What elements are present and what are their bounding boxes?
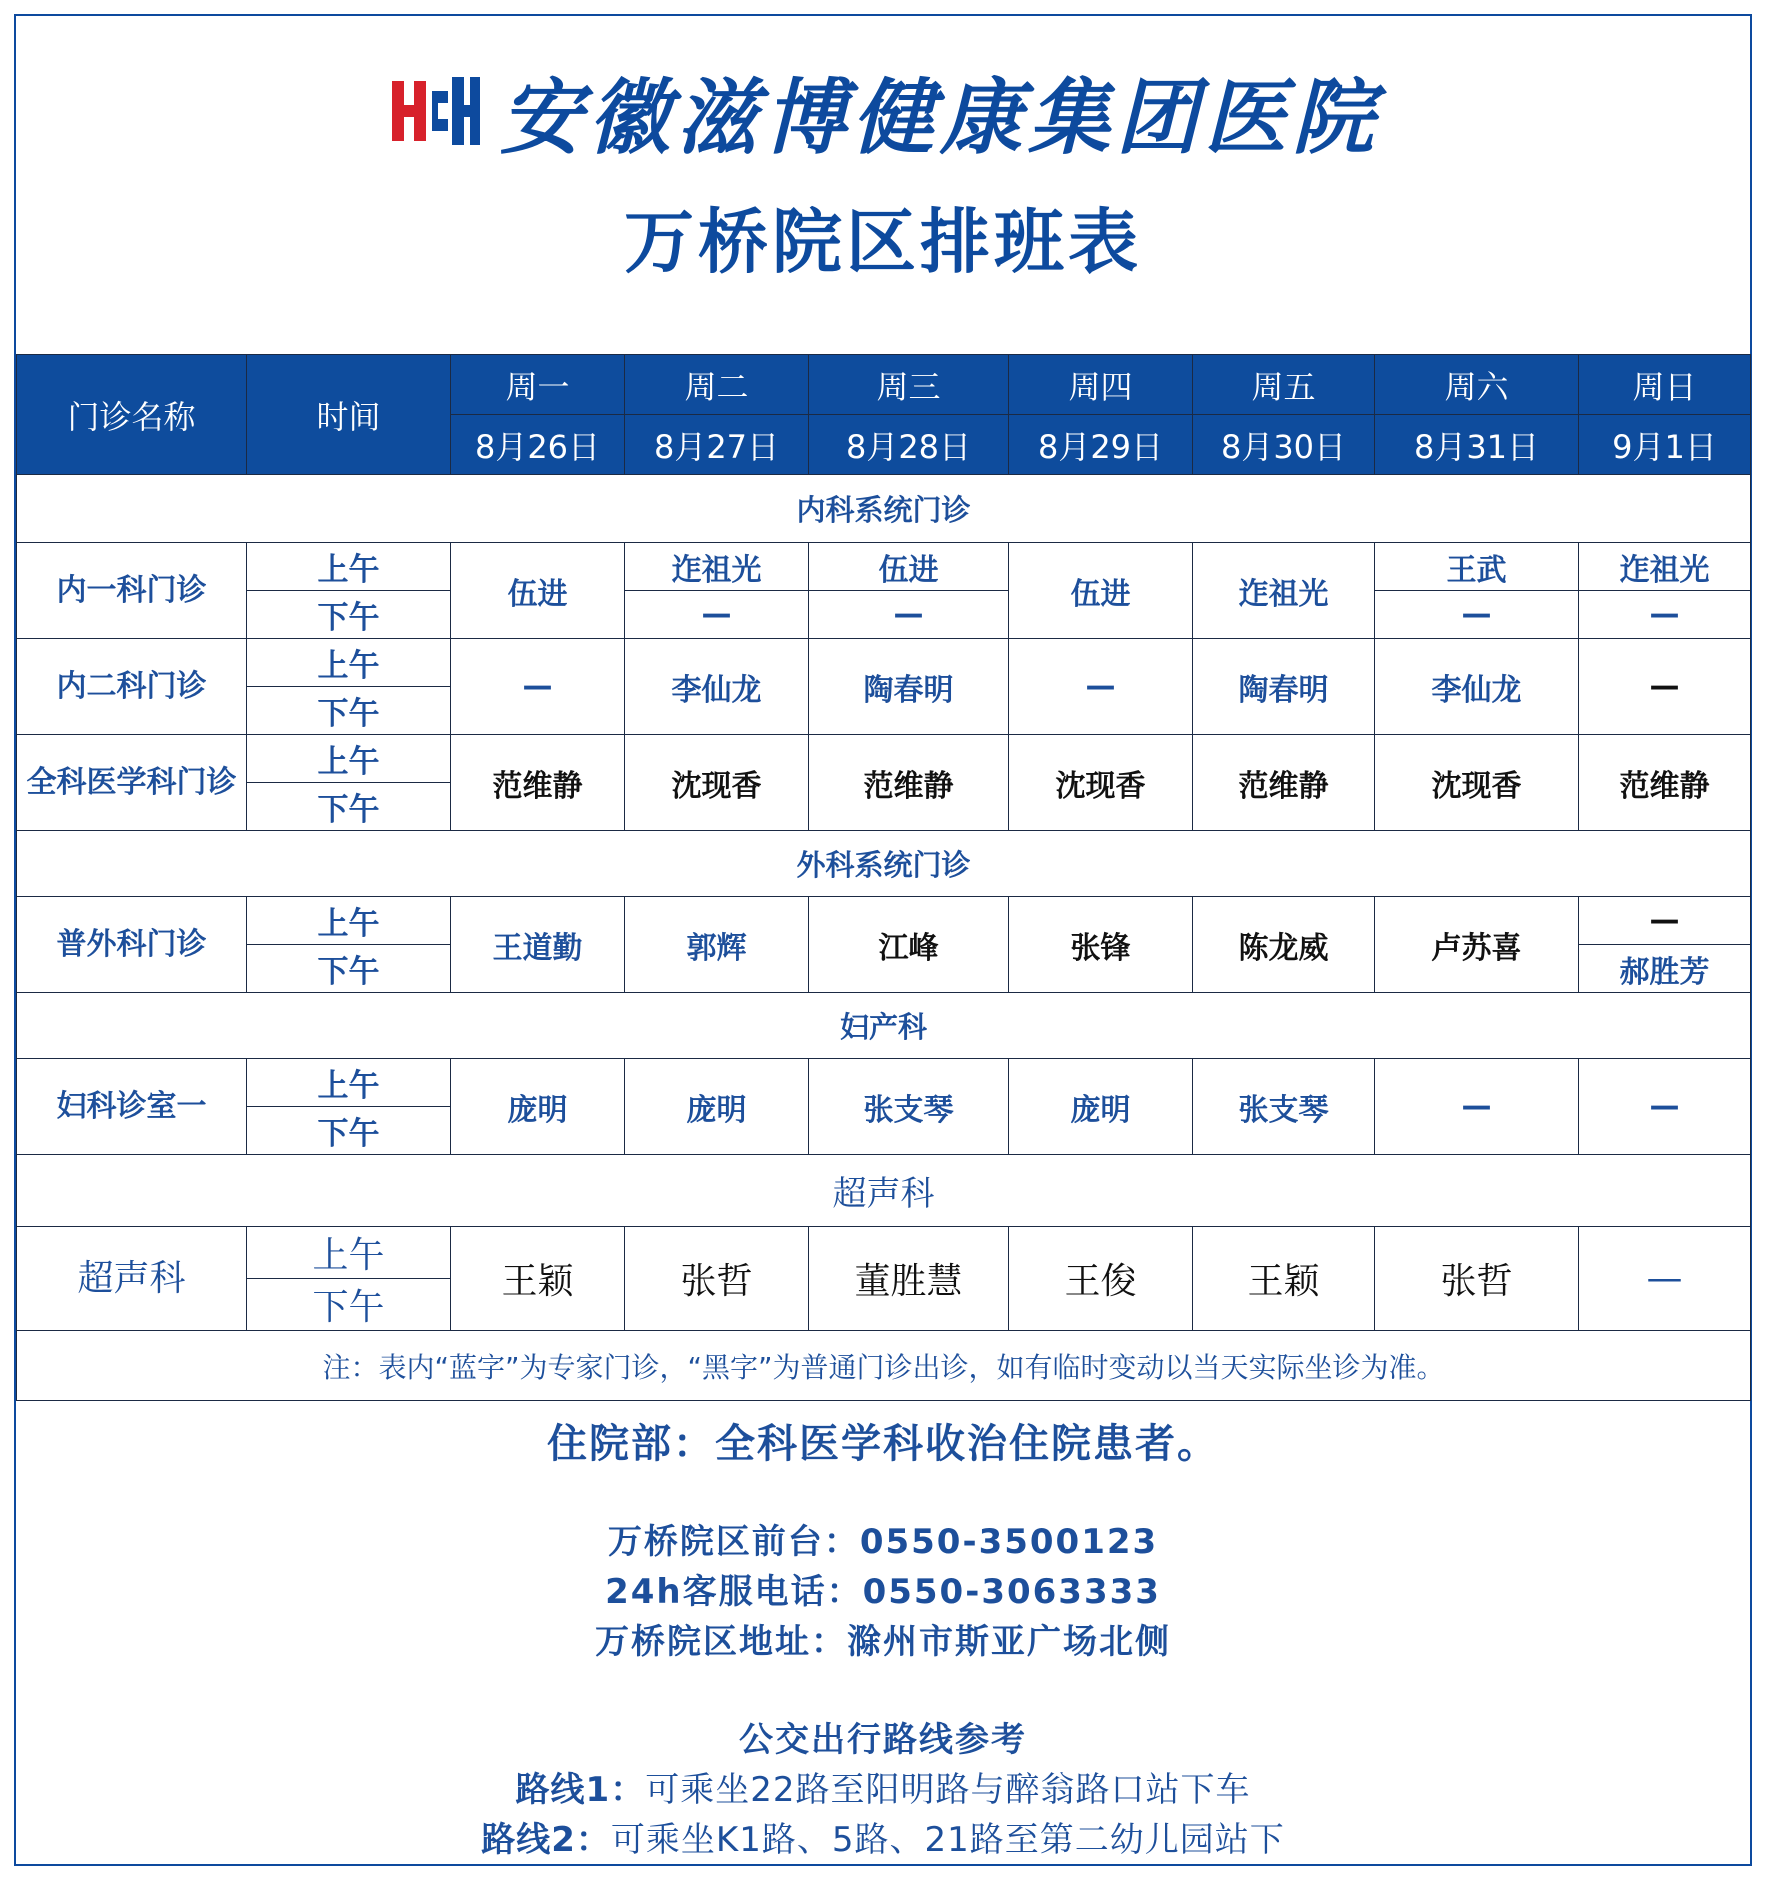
date-header: 8月28日 (809, 415, 1009, 475)
weekday-header: 周二 (625, 355, 809, 415)
dept-name: 普外科门诊 (17, 897, 247, 993)
date-header: 8月30日 (1193, 415, 1375, 475)
schedule-cell: 迮祖光 (1193, 543, 1375, 639)
schedule-cell: 范维静 (1193, 735, 1375, 831)
schedule-cell: 王道勤 (451, 897, 625, 993)
schedule-cell-empty: — (1375, 1059, 1579, 1155)
weekday-header: 周三 (809, 355, 1009, 415)
schedule-cell: 沈现香 (625, 735, 809, 831)
table-note: 注：表内“蓝字”为专家门诊，“黑字”为普通门诊出诊，如有临时变动以当天实际坐诊为准。 (17, 1331, 1751, 1401)
dept-name: 内一科门诊 (17, 543, 247, 639)
date-header: 8月26日 (451, 415, 625, 475)
schedule-cell: 郝胜芳 (1579, 945, 1751, 993)
time-am: 上午 (247, 639, 451, 687)
weekday-header: 周四 (1009, 355, 1193, 415)
time-am: 上午 (247, 897, 451, 945)
schedule-cell: 范维静 (451, 735, 625, 831)
time-pm: 下午 (247, 1279, 451, 1331)
hospital-logo-icon (386, 71, 482, 151)
schedule-table (16, 354, 1751, 1401)
schedule-title: 万桥院区排班表 (624, 200, 1142, 283)
section-header-surgery: 外科系统门诊 (17, 831, 1751, 897)
time-am: 上午 (247, 1059, 451, 1107)
time-am: 上午 (247, 735, 451, 783)
date-header: 8月27日 (625, 415, 809, 475)
schedule-cell: 范维静 (1579, 735, 1751, 831)
schedule-cell: 伍进 (451, 543, 625, 639)
bus-route-2 (16, 1812, 1750, 1861)
schedule-cell: 庞明 (451, 1059, 625, 1155)
schedule-cell: 伍进 (809, 543, 1009, 591)
schedule-cell: 郭辉 (625, 897, 809, 993)
schedule-cell: 张支琴 (1193, 1059, 1375, 1155)
route-text: 可乘坐22路至阳明路与醉翁路口站下车 (645, 1770, 1251, 1810)
schedule-cell: 王颖 (1193, 1227, 1375, 1331)
time-am: 上午 (247, 543, 451, 591)
schedule-cell: 王俊 (1009, 1227, 1193, 1331)
schedule-cell: 陶春明 (1193, 639, 1375, 735)
time-pm: 下午 (247, 1107, 451, 1155)
schedule-cell: 迮祖光 (625, 543, 809, 591)
weekday-header: 周日 (1579, 355, 1751, 415)
schedule-cell: 张哲 (1375, 1227, 1579, 1331)
bus-route-title: 公交出行路线参考 (739, 1720, 1027, 1760)
weekday-header: 周六 (1375, 355, 1579, 415)
dept-name: 超声科 (17, 1227, 247, 1331)
schedule-cell: 卢苏喜 (1375, 897, 1579, 993)
schedule-cell-empty: — (451, 639, 625, 735)
section-header-us: 超声科 (17, 1155, 1751, 1227)
dept-name: 全科医学科门诊 (17, 735, 247, 831)
time-pm: 下午 (247, 591, 451, 639)
weekday-header: 周一 (451, 355, 625, 415)
bus-route-1 (16, 1762, 1750, 1811)
time-am: 上午 (247, 1227, 451, 1279)
col-header-time: 时间 (247, 355, 451, 475)
schedule-cell-empty: — (1579, 591, 1751, 639)
schedule-cell: 李仙龙 (1375, 639, 1579, 735)
schedule-cell-empty: — (1579, 1227, 1751, 1331)
schedule-cell: 张哲 (625, 1227, 809, 1331)
schedule-cell: 庞明 (1009, 1059, 1193, 1155)
inpatient-info: 住院部：全科医学科收治住院患者。 (547, 1421, 1219, 1467)
dept-name: 内二科门诊 (17, 639, 247, 735)
address: 万桥院区地址：滁州市斯亚广场北侧 (595, 1622, 1171, 1662)
front-desk-phone: 万桥院区前台：0550-3500123 (607, 1522, 1159, 1562)
col-header-dept: 门诊名称 (17, 355, 247, 475)
schedule-cell: 董胜慧 (809, 1227, 1009, 1331)
schedule-cell-empty: — (1009, 639, 1193, 735)
schedule-cell-empty: — (1579, 639, 1751, 735)
schedule-cell-empty: — (809, 591, 1009, 639)
schedule-cell: 沈现香 (1009, 735, 1193, 831)
route-label: 路线1： (515, 1770, 646, 1810)
section-header-internal: 内科系统门诊 (17, 475, 1751, 543)
page-header (16, 16, 1750, 354)
date-header: 8月29日 (1009, 415, 1193, 475)
schedule-cell: 李仙龙 (625, 639, 809, 735)
date-header: 8月31日 (1375, 415, 1579, 475)
schedule-cell-empty: — (1375, 591, 1579, 639)
schedule-cell: 张支琴 (809, 1059, 1009, 1155)
time-pm: 下午 (247, 783, 451, 831)
schedule-cell: 江峰 (809, 897, 1009, 993)
schedule-cell: 陈龙威 (1193, 897, 1375, 993)
schedule-cell: 张锋 (1009, 897, 1193, 993)
schedule-cell-empty: — (1579, 897, 1751, 945)
route-label: 路线2： (481, 1820, 611, 1860)
schedule-cell-empty: — (625, 591, 809, 639)
time-pm: 下午 (247, 687, 451, 735)
schedule-cell: 沈现香 (1375, 735, 1579, 831)
hospital-name: 安徽滋博健康集团医院 (500, 69, 1380, 166)
weekday-header: 周五 (1193, 355, 1375, 415)
schedule-cell: 庞明 (625, 1059, 809, 1155)
schedule-cell: 王武 (1375, 543, 1579, 591)
logo-row (16, 56, 1750, 166)
schedule-cell: 王颖 (451, 1227, 625, 1331)
schedule-cell: 伍进 (1009, 543, 1193, 639)
schedule-cell: 陶春明 (809, 639, 1009, 735)
section-header-gyn: 妇产科 (17, 993, 1751, 1059)
dept-name: 妇科诊室一 (17, 1059, 247, 1155)
schedule-cell: 迮祖光 (1579, 543, 1751, 591)
hotline-phone: 24h客服电话：0550-3063333 (605, 1572, 1161, 1612)
time-pm: 下午 (247, 945, 451, 993)
schedule-cell-empty: — (1579, 1059, 1751, 1155)
date-header: 9月1日 (1579, 415, 1751, 475)
route-text: 可乘坐K1路、5路、21路至第二幼儿园站下 (610, 1820, 1285, 1860)
schedule-cell: 范维静 (809, 735, 1009, 831)
